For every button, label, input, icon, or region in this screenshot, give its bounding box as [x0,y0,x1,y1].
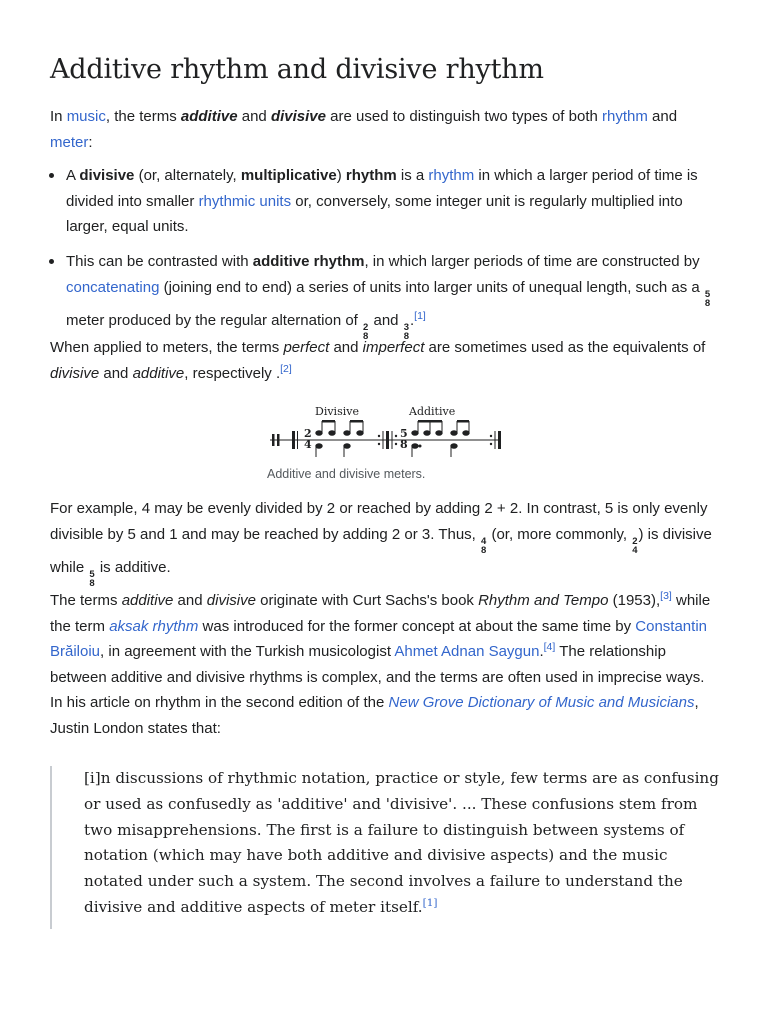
bold-term: rhythm [345,167,397,184]
emphasis: imperfect [362,339,425,356]
text: (1953), [608,592,661,609]
numerator: 4 [481,535,487,547]
additive-lower-notes [412,444,457,457]
blockquote [84,766,724,921]
text: are used to distinguish two types of both [326,108,602,125]
numerator: 5 [89,568,95,580]
text: or, conversely, some integer unit is regularly multiplied into larger, equal units. [66,192,683,235]
example-paragraph [50,496,718,588]
bold-term: multiplicative [240,167,337,184]
numerator: 2 [632,535,638,547]
fraction-4-8 [481,537,486,555]
figure-label-additive: Additive [409,405,456,418]
text: The relationship between additive and divisive rhythms is complex, and the terms are often used in imprecise ways. In his article on rhythm in the second edition of the [50,643,705,711]
bullet-dot [49,259,54,264]
denominator: 4 [632,544,638,556]
text: When applied to meters, the terms [50,339,284,356]
text: originate with Curt Sachs's book [255,592,479,609]
text: For example, 4 may be evenly divided by 2 or reached by adding 2 + 2. In contrast, 5 is only evenly divisible by 5 and 1 and may be reached by adding 2 or 3. Thus, [50,500,708,543]
link-music[interactable]: music [66,108,106,125]
terms-paragraph [50,588,718,741]
text: (or, more commonly, [487,525,632,543]
book-title: Rhythm and Tempo [478,592,609,609]
text: , in which larger periods of time are constructed by [364,253,700,270]
bullet-dot [49,173,54,178]
citation-link[interactable]: [4] [543,641,556,653]
text: In [50,108,67,125]
text: was introduced for the former concept at about the same time by [198,617,636,635]
repeat-barline [386,431,389,449]
link-meter[interactable]: meter [50,133,89,151]
text: meter produced by the regular alternation of [66,311,363,329]
text: while the term [50,592,711,635]
bold-term: additive rhythm [252,253,365,270]
percussion-clef-icon [277,434,280,446]
text: in which a larger period of time is divided into smaller [66,167,698,210]
text: and [369,311,403,329]
emphasis: divisive [206,592,256,609]
text: (joining end to end) a series of units into larger units of unequal length, such as a [159,278,704,296]
meter-notation-figure[interactable] [268,401,504,459]
emphasis: additive [180,108,238,125]
text: and [329,339,363,356]
text: , Justin London states that: [50,694,699,737]
additive-upper-notes [412,420,469,435]
time-signature-denominator: 4 [304,438,312,451]
time-signature-denominator: 8 [400,438,408,451]
fraction-5-8 [705,290,710,308]
text: The terms [50,592,122,609]
text: and [647,108,678,125]
time-signature-numerator: 5 [400,427,408,440]
numerator: 3 [403,321,409,333]
bold-term: divisive [79,167,135,184]
denominator: 8 [481,544,487,556]
list-item-additive [66,249,718,341]
text: . [409,311,415,329]
denominator: 8 [704,297,711,309]
text: , in agreement with the Turkish musicologist [100,643,395,660]
emphasis: additive [121,592,174,609]
divisive-lower-notes [316,444,350,457]
numerator: 2 [363,321,369,333]
text: : [88,133,93,151]
citation-link[interactable]: [2] [280,362,292,375]
emphasis: divisive [270,108,326,125]
divisive-upper-notes [316,420,363,435]
quote-text: [i]n discussions of rhythmic notation, practice or style, few terms are as confusing or used as confusedly as 'additive' and 'divisive'. ... These confusions stem from two misapprehensions. The first is a failure to distinguish between systems of notation (which may have both additive and divisive aspects) and the music notated under such a system. The second involves a failure to understand the divisive and additive aspects of meter itself. [84,769,719,916]
text: and [173,592,207,609]
blockquote-bar [50,766,52,929]
link-constantin-brailoiu[interactable]: Constantin Brăiloiu [50,617,707,660]
fraction-2-4 [632,537,637,555]
emphasis: divisive [50,364,100,382]
text: A [66,167,80,184]
figure-label-divisive: Divisive [315,405,359,418]
citation-link[interactable]: [1] [422,896,438,909]
meters-paragraph [50,335,718,386]
link-concatenating[interactable]: concatenating [66,278,160,296]
text: are sometimes used as the equivalents of [424,339,706,356]
time-signature-numerator: 2 [304,427,312,440]
text: and [99,364,133,382]
denominator: 8 [363,330,369,342]
text: is additive. [95,558,171,576]
citation-link[interactable]: [3] [660,590,672,602]
text: , respectively . [184,364,281,382]
link-new-grove-dictionary[interactable]: New Grove Dictionary of Music and Musicians [388,694,695,711]
list-item-divisive [66,163,718,240]
page-title: Additive rhythm and divisive rhythm [50,54,544,85]
text: is a [396,167,429,184]
intro-paragraph [50,104,718,155]
text: (or, alternately, [134,167,241,184]
text: . [539,643,544,660]
emphasis: perfect [283,339,330,356]
percussion-clef-icon [272,434,275,446]
link-rhythmic-units[interactable]: rhythmic units [198,192,292,210]
fraction-5-8 [89,570,94,588]
text: , the terms [105,108,181,125]
citation-link[interactable]: [1] [414,309,426,322]
link-aksak-rhythm[interactable]: aksak rhythm [109,617,199,635]
text: ) is divisive while [50,525,712,576]
link-rhythm[interactable]: rhythm [428,167,475,184]
repeat-barline [292,431,295,449]
final-barline [498,431,501,449]
denominator: 8 [403,330,409,342]
link-ahmet-adnan-saygun[interactable]: Ahmet Adnan Saygun [394,643,540,660]
numerator: 5 [704,288,711,300]
text: and [237,108,271,125]
figure-caption: Additive and divisive meters. [267,467,426,481]
link-rhythm[interactable]: rhythm [602,108,648,125]
emphasis: additive [132,364,185,382]
text: ) [336,167,346,184]
denominator: 8 [89,577,95,589]
text: This can be contrasted with [66,253,253,270]
